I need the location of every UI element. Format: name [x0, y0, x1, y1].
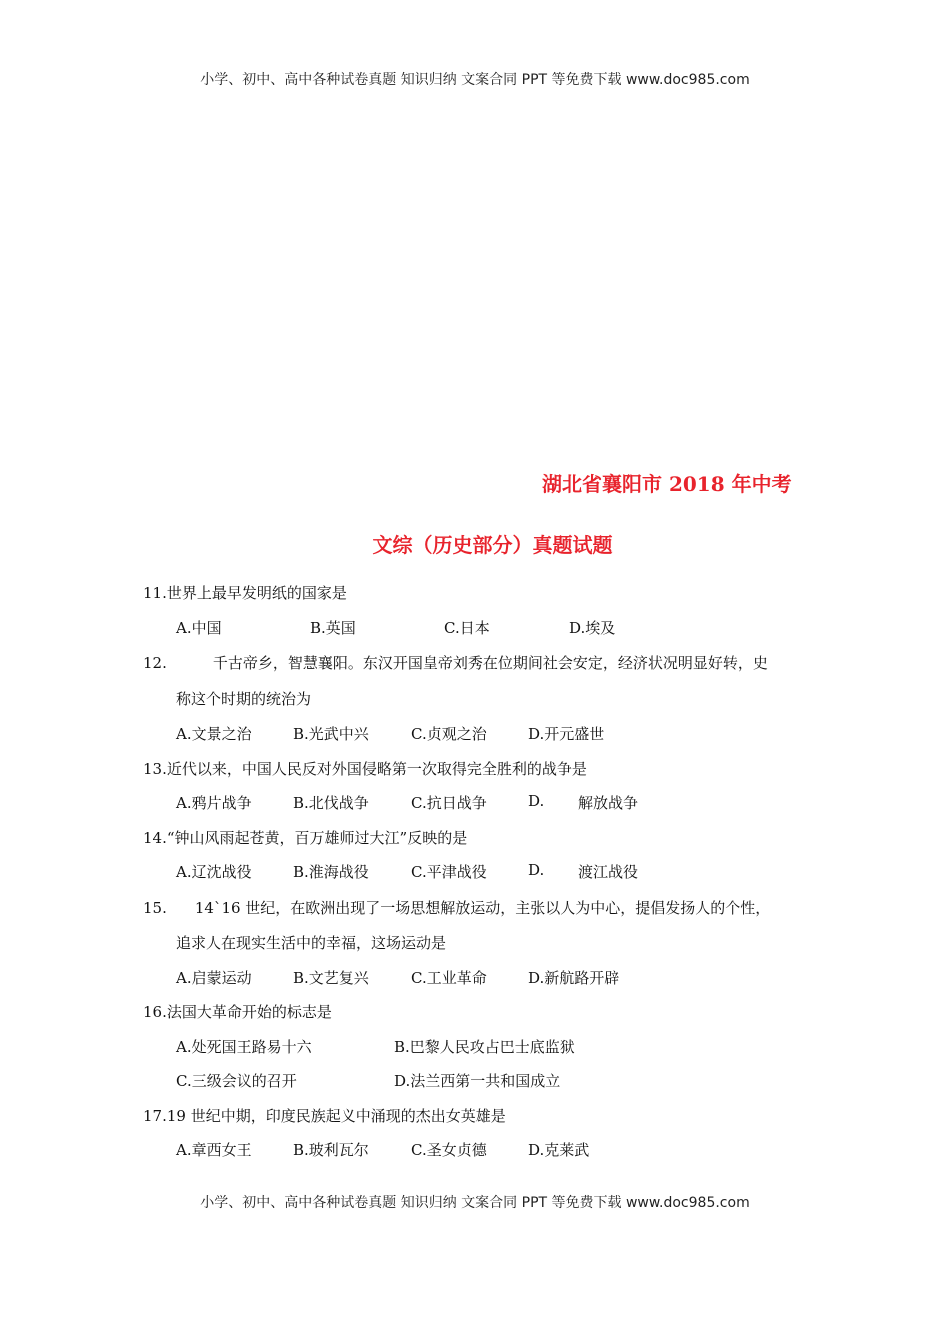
- option-a: A.辽沈战役: [176, 863, 252, 881]
- question-stem: 近代以来，中国人民反对外国侵略第一次取得完全胜利的战争是: [166, 760, 587, 778]
- option-c: C.抗日战争: [411, 794, 487, 812]
- option-d-text: 解放战争: [578, 794, 639, 812]
- option-c: C.三级会议的召开: [176, 1072, 297, 1090]
- question-17: [143, 1105, 506, 1126]
- option-a: A.中国: [176, 619, 222, 637]
- question-11: [143, 582, 347, 603]
- header-banner: 小学、初中、高中各种试卷真题 知识归纳 文案合同 PPT 等免费下载 www.doc985.com: [200, 72, 750, 88]
- question-number: 13.: [143, 760, 167, 778]
- option-c: C.日本: [444, 619, 490, 637]
- option-a: A.鸦片战争: [176, 794, 252, 812]
- question-13: [143, 758, 587, 779]
- question-15: [143, 897, 770, 918]
- option-d: D.开元盛世: [528, 725, 605, 743]
- question-stem: “钟山风雨起苍黄，百万雄师过大江”反映的是: [166, 829, 468, 847]
- question-number: 16.: [143, 1003, 167, 1021]
- option-b: B.玻利瓦尔: [293, 1141, 369, 1159]
- question-number: 11.: [143, 584, 167, 602]
- footer-banner: 小学、初中、高中各种试卷真题 知识归纳 文案合同 PPT 等免费下载 www.doc985.com: [200, 1195, 750, 1211]
- option-b: B.文艺复兴: [293, 969, 369, 987]
- option-a: A.处死国王路易十六: [176, 1038, 312, 1056]
- option-a: A.章西女王: [176, 1141, 252, 1159]
- question-number: 17.: [143, 1107, 167, 1125]
- exam-title: 湖北省襄阳市 2018 年中考: [542, 472, 792, 496]
- option-c: C.圣女贞德: [411, 1141, 487, 1159]
- question-14: [143, 827, 467, 848]
- option-d: D.法兰西第一共和国成立: [394, 1072, 561, 1090]
- option-c: C.平津战役: [411, 863, 487, 881]
- option-c: C.工业革命: [411, 969, 487, 987]
- option-b: B.北伐战争: [293, 794, 369, 812]
- question-number: 15.: [143, 899, 167, 917]
- question-stem: 19 世纪中期，印度民族起义中涌现的杰出女英雄是: [166, 1107, 506, 1125]
- question-stem: 千古帝乡，智慧襄阳。东汉开国皇帝刘秀在位期间社会安定，经济状况明显好转，史: [212, 654, 768, 672]
- question-stem-continued: 追求人在现实生活中的幸福，这场运动是: [176, 934, 447, 952]
- question-number: 14.: [143, 829, 167, 847]
- option-d: D.克莱武: [528, 1141, 590, 1159]
- exam-subtitle: 文综（历史部分）真题试题: [372, 533, 613, 557]
- option-c: C.贞观之治: [411, 725, 487, 743]
- option-d: D.埃及: [569, 619, 616, 637]
- option-b: B.巴黎人民攻占巴士底监狱: [394, 1038, 575, 1056]
- question-stem: 世界上最早发明纸的国家是: [166, 584, 347, 602]
- question-stem: 法国大革命开始的标志是: [166, 1003, 332, 1021]
- option-a: A.启蒙运动: [176, 969, 252, 987]
- question-stem-continued: 称这个时期的统治为: [176, 690, 312, 708]
- option-d-text: 渡江战役: [578, 863, 639, 881]
- question-number: 12.: [143, 654, 167, 672]
- option-a: A.文景之治: [176, 725, 252, 743]
- option-b: B.光武中兴: [293, 725, 369, 743]
- option-d: D.: [528, 792, 545, 810]
- option-b: B.英国: [310, 619, 356, 637]
- option-d: D.新航路开辟: [528, 969, 620, 987]
- option-b: B.淮海战役: [293, 863, 369, 881]
- question-stem: 14`16 世纪，在欧洲出现了一场思想解放运动，主张以人为中心，提倡发扬人的个性，: [194, 899, 771, 917]
- question-12: [143, 652, 768, 673]
- question-16: [143, 1001, 332, 1022]
- option-d: D.: [528, 861, 545, 879]
